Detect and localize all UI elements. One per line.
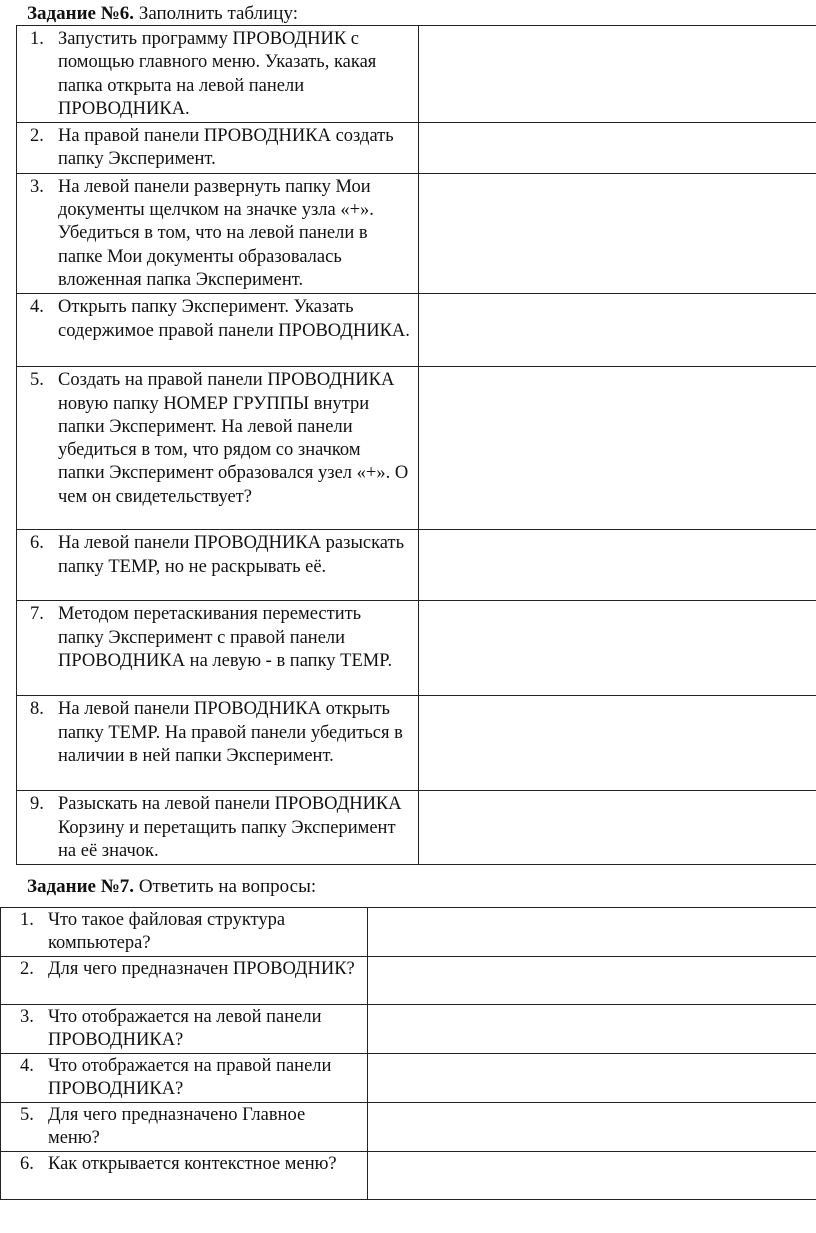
table-row [1, 908, 816, 957]
item-text: Как открывается контекстное меню? [48, 1154, 337, 1174]
table-row [17, 173, 816, 293]
item-text: Открыть папку Эксперимент. Указать содержимое правой панели ПРОВОДНИКА. [58, 297, 410, 341]
question-item [1, 957, 367, 982]
item-number: 4. [20, 1056, 34, 1076]
table-row [17, 294, 816, 367]
item-number: 3. [20, 1007, 34, 1027]
answer-cell[interactable] [368, 1103, 816, 1152]
answer-cell[interactable] [368, 957, 816, 1005]
task-item [17, 696, 418, 769]
table-row [1, 957, 816, 1005]
task-item [17, 601, 418, 674]
task-item [17, 530, 418, 580]
item-number: 3. [30, 176, 44, 197]
item-text: Разыскать на левой панели ПРОВОДНИКА Корзину и перетащить папку Эксперимент на её значок. [58, 794, 402, 861]
item-number: 5. [30, 370, 44, 391]
item-number: 8. [30, 699, 44, 720]
table-row [1, 1103, 816, 1152]
table-row [17, 367, 816, 530]
item-text: Создать на правой панели ПРОВОДНИКА новую папку НОМЕР ГРУППЫ внутри папки Эксперимент. На левой панели убедиться в том, что рядом со значком папки Эксперимент образовался узел «+». О чем он свидетельствует? [58, 370, 409, 507]
task-item [17, 294, 418, 344]
item-text: На левой панели ПРОВОДНИКА разыскать папку TEMP, но не раскрывать её. [58, 533, 405, 577]
table-row [17, 26, 816, 123]
item-number: 9. [30, 794, 44, 815]
task-item [17, 123, 418, 173]
answer-cell[interactable] [419, 173, 816, 293]
answer-cell[interactable] [419, 530, 816, 601]
question-item [1, 1005, 367, 1053]
item-text: Что отображается на правой панели ПРОВОДНИКА? [48, 1056, 332, 1099]
item-text: На правой панели ПРОВОДНИКА создать папку Эксперимент. [58, 126, 394, 170]
item-text: Что отображается на левой панели ПРОВОДНИКА? [48, 1007, 322, 1050]
question-item [1, 1054, 367, 1102]
task6-title-bold: Задание №6. [27, 3, 135, 24]
item-number: 5. [20, 1105, 34, 1125]
answer-cell[interactable] [419, 367, 816, 530]
answer-cell[interactable] [368, 1054, 816, 1103]
task-item [17, 791, 418, 864]
item-number: 2. [20, 959, 34, 979]
item-number: 1. [30, 29, 44, 49]
table-row [17, 696, 816, 791]
task-item [17, 26, 418, 122]
answer-cell[interactable] [419, 123, 816, 174]
question-item [1, 1103, 367, 1151]
task7-table [0, 907, 816, 1200]
question-item [1, 1152, 367, 1177]
item-number: 7. [30, 604, 44, 625]
task-item [17, 174, 418, 293]
answer-cell[interactable] [419, 791, 816, 865]
task-item [17, 367, 418, 510]
table-row [1, 1005, 816, 1054]
item-number: 1. [20, 910, 34, 930]
table-row [1, 1152, 816, 1200]
item-text: Методом перетаскивания переместить папку Эксперимент с правой панели ПРОВОДНИКА на левую - в папку TEMP. [58, 604, 393, 671]
task6-heading [27, 3, 298, 25]
answer-cell[interactable] [419, 294, 816, 367]
item-text: На левой панели развернуть папку Мои документы щелчком на значке узла «+». Убедиться в том, что на левой панели в папке Мои документы образовалась вложенная папка Эксперимент. [58, 176, 374, 290]
item-text: Запустить программу ПРОВОДНИК с помощью главного меню. Указать, какая папка открыта на левой панели ПРОВОДНИКА. [58, 29, 377, 119]
table-row [17, 601, 816, 696]
item-number: 6. [30, 533, 44, 554]
task7-title-rest: Ответить на вопросы: [134, 876, 317, 897]
item-text: Для чего предназначен ПРОВОДНИК? [48, 959, 355, 979]
task6-table [16, 25, 816, 865]
table-row [17, 791, 816, 865]
table-row [17, 123, 816, 174]
answer-cell[interactable] [419, 601, 816, 696]
item-text: На левой панели ПРОВОДНИКА открыть папку TEMP. На правой панели убедиться в наличии в ней папки Эксперимент. [58, 699, 403, 766]
answer-cell[interactable] [368, 1152, 816, 1200]
task6-title-rest: Заполнить таблицу: [134, 3, 298, 24]
item-number: 4. [30, 297, 44, 318]
answer-cell[interactable] [368, 908, 816, 957]
table-row [1, 1054, 816, 1103]
item-text: Что такое файловая структура компьютера? [48, 910, 286, 953]
item-number: 2. [30, 126, 44, 147]
answer-cell[interactable] [368, 1005, 816, 1054]
answer-cell[interactable] [419, 26, 816, 123]
item-number: 6. [20, 1154, 34, 1174]
table-row [17, 530, 816, 601]
question-item [1, 908, 367, 956]
item-text: Для чего предназначено Главное меню? [48, 1105, 306, 1148]
task7-heading [27, 876, 316, 898]
task7-title-bold: Задание №7. [27, 876, 135, 897]
answer-cell[interactable] [419, 696, 816, 791]
